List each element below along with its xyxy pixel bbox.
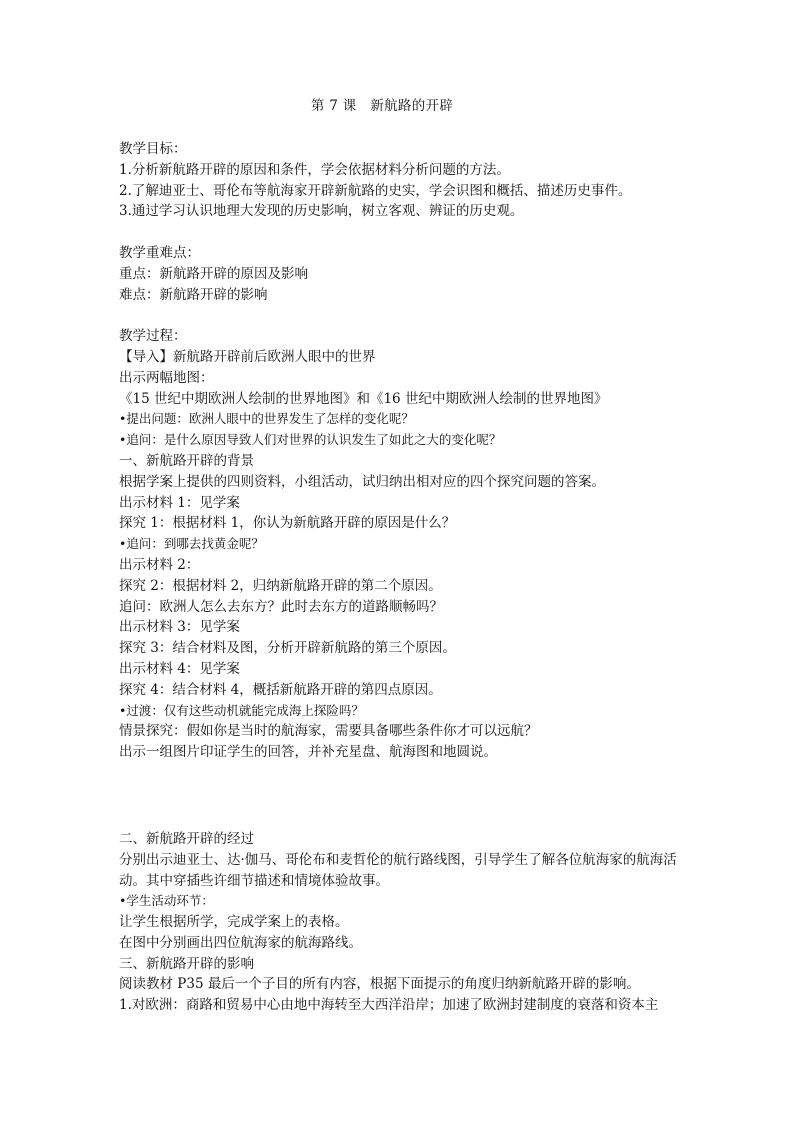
intro-line: 《15 世纪中期欧洲人绘制的世界地图》和《16 世纪中期欧洲人绘制的世界地图》 — [119, 390, 608, 407]
difficult-point: 难点：新航路开辟的影响 — [119, 286, 268, 303]
section1-line: 追问：欧洲人怎么去东方？此时去东方的道路顺畅吗？ — [119, 598, 443, 615]
key-point: 重点：新航路开辟的原因及影响 — [119, 265, 308, 282]
section3-line: 阅读教材 P35 最后一个子目的所有内容，根据下面提示的角度归纳新航路开辟的影响。 — [119, 976, 640, 993]
section2-line: 在图中分别画出四位航海家的航海路线。 — [119, 934, 362, 951]
process-heading: 教学过程： — [119, 328, 187, 345]
intro-heading: 【导入】新航路开辟前后欧洲人眼中的世界 — [119, 348, 376, 365]
section1-bullet: •过渡：仅有这些动机就能完成海上探险吗？ — [119, 702, 364, 718]
section1-line: 探究 3：结合材料及图，分析开辟新航路的第三个原因。 — [119, 640, 456, 657]
section3-line: 1.对欧洲：商路和贸易中心由地中海转至大西洋沿岸；加速了欧洲封建制度的衰落和资本主 — [119, 997, 659, 1014]
section2-heading: 二、新航路开辟的经过 — [119, 830, 254, 847]
spacer — [119, 763, 684, 829]
section1-line: 出示材料 2： — [119, 556, 200, 573]
section2-paragraph: 分别出示迪亚士、达·伽马、哥伦布和麦哲伦的航行路线图，引导学生了解各位航海家的航海活动。其中穿插些许细节描述和情境体验故事。 — [119, 851, 677, 889]
section1-line: 探究 4：结合材料 4，概括新航路开辟的第四点原因。 — [119, 681, 442, 698]
section1-line: 探究 1：根据材料 1，你认为新航路开辟的原因是什么？ — [119, 515, 456, 532]
section2-bullet: •学生活动环节： — [119, 893, 214, 909]
section1-line: 出示一组图片印证学生的回答，并补充星盘、航海图和地圆说。 — [119, 744, 497, 761]
intro-bullet: •提出问题：欧洲人眼中的世界发生了怎样的变化呢？ — [119, 411, 414, 427]
lesson-title: 第 7 课 新航路的开辟 — [310, 98, 454, 114]
section1-line: 根据学案上提供的四则资料，小组活动，试归纳出相对应的四个探究问题的答案。 — [119, 473, 605, 490]
spacer — [119, 305, 684, 326]
section1-bullet: •追问：到哪去找黄金呢？ — [119, 536, 264, 552]
objective-2: 2.了解迪亚士、哥伦布等航海家开辟新航路的史实，学会识图和概括、描述历史事件。 — [119, 182, 632, 199]
section2-line: 让学生根据所学，完成学案上的表格。 — [119, 914, 349, 931]
section1-line: 出示材料 4：见学案 — [119, 660, 240, 677]
objectives-heading: 教学目标： — [119, 141, 187, 157]
section3-heading: 三、新航路开辟的影响 — [119, 955, 254, 972]
section1-line: 出示材料 1：见学案 — [119, 494, 240, 511]
document-body — [119, 139, 684, 1016]
spacer — [119, 222, 684, 243]
section1-line: 探究 2：根据材料 2，归纳新航路开辟的第二个原因。 — [119, 577, 442, 594]
objective-3: 3.通过学习认识地理大发现的历史影响，树立客观、辨证的历史观。 — [119, 203, 524, 220]
intro-line: 出示两幅地图： — [119, 369, 214, 386]
objective-1: 1.分析新航路开辟的原因和条件，学会依据材料分析问题的方法。 — [119, 161, 510, 178]
intro-bullet: •追问：是什么原因导致人们对世界的认识发生了如此之大的变化呢？ — [119, 432, 502, 448]
section1-line: 情景探究：假如你是当时的航海家，需要具备哪些条件你才可以远航？ — [119, 723, 538, 740]
key-points-heading: 教学重难点： — [119, 244, 200, 261]
section1-line: 出示材料 3：见学案 — [119, 619, 240, 636]
section1-heading: 一、新航路开辟的背景 — [119, 452, 254, 469]
